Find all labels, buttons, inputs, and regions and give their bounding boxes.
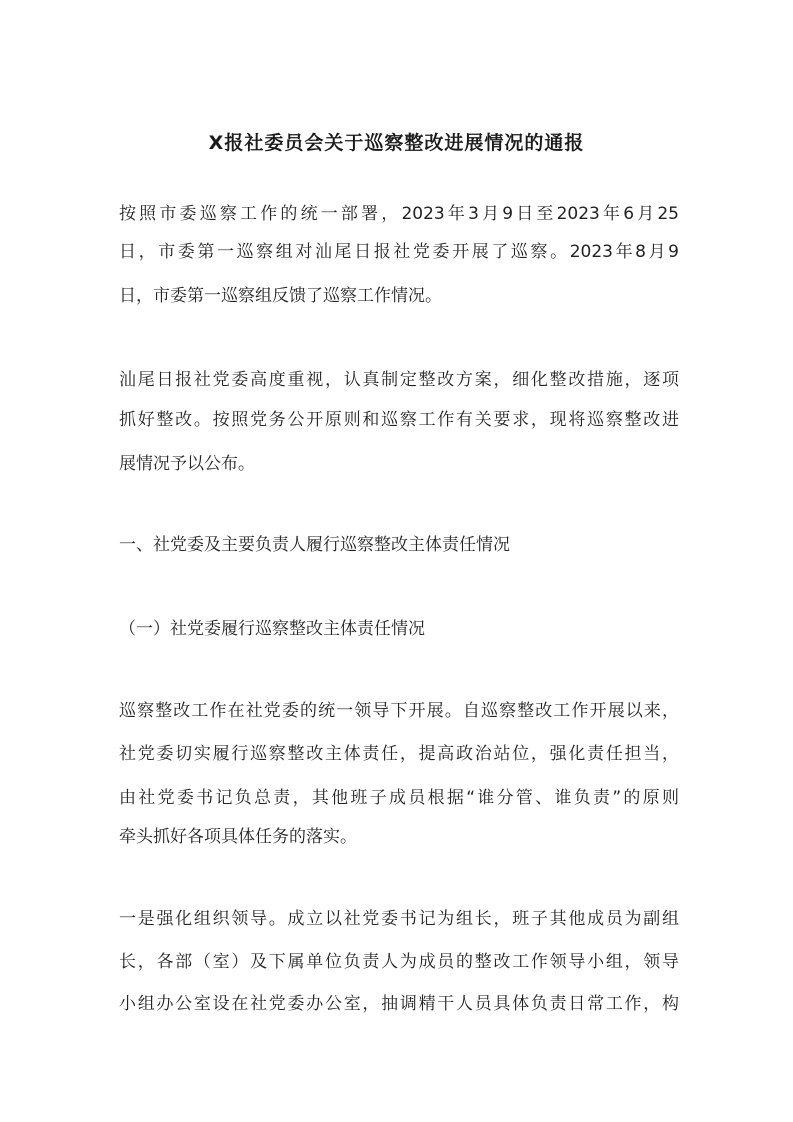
paragraph-1-line-2: 日，市委第一巡察组对汕尾日报社党委开展了巡察。2023年8月9 (119, 242, 679, 262)
paragraph-2-line-1: 汕尾日报社党委高度重视，认真制定整改方案，细化整改措施，逐项 (119, 370, 679, 390)
paragraph-3-line-3: 由社党委书记负总责，其他班子成员根据“谁分管、谁负责”的原则 (119, 788, 679, 808)
paragraph-4-line-1: 一是强化组织领导。成立以社党委书记为组长，班子其他成员为副组 (119, 909, 679, 929)
paragraph-2-line-2: 抓好整改。按照党务公开原则和巡察工作有关要求，现将巡察整改进 (119, 410, 679, 430)
paragraph-1-line-3: 日，市委第一巡察组反馈了巡察工作情况。 (119, 286, 442, 306)
paragraph-4-line-2: 长，各部（室）及下属单位负责人为成员的整改工作领导小组，领导 (119, 952, 679, 972)
paragraph-2-line-3: 展情况予以公布。 (119, 454, 255, 474)
section-heading-1: 一、社党委及主要负责人履行巡察整改主体责任情况 (119, 535, 510, 555)
paragraph-3-line-4: 牵头抓好各项具体任务的落实。 (119, 827, 357, 847)
paragraph-4-line-3: 小组办公室设在社党委办公室，抽调精干人员具体负责日常工作，构 (119, 994, 679, 1014)
document-title: X报社委员会关于巡察整改进展情况的通报 (208, 132, 585, 154)
paragraph-1-line-1: 按照市委巡察工作的统一部署，2023年3月9日至2023年6月25 (119, 204, 679, 224)
subsection-heading-1: （一）社党委履行巡察整改主体责任情况 (119, 619, 425, 639)
paragraph-3-line-2: 社党委切实履行巡察整改主体责任，提高政治站位，强化责任担当， (119, 744, 679, 764)
paragraph-3-line-1: 巡察整改工作在社党委的统一领导下开展。自巡察整改工作开展以来， (119, 701, 679, 721)
